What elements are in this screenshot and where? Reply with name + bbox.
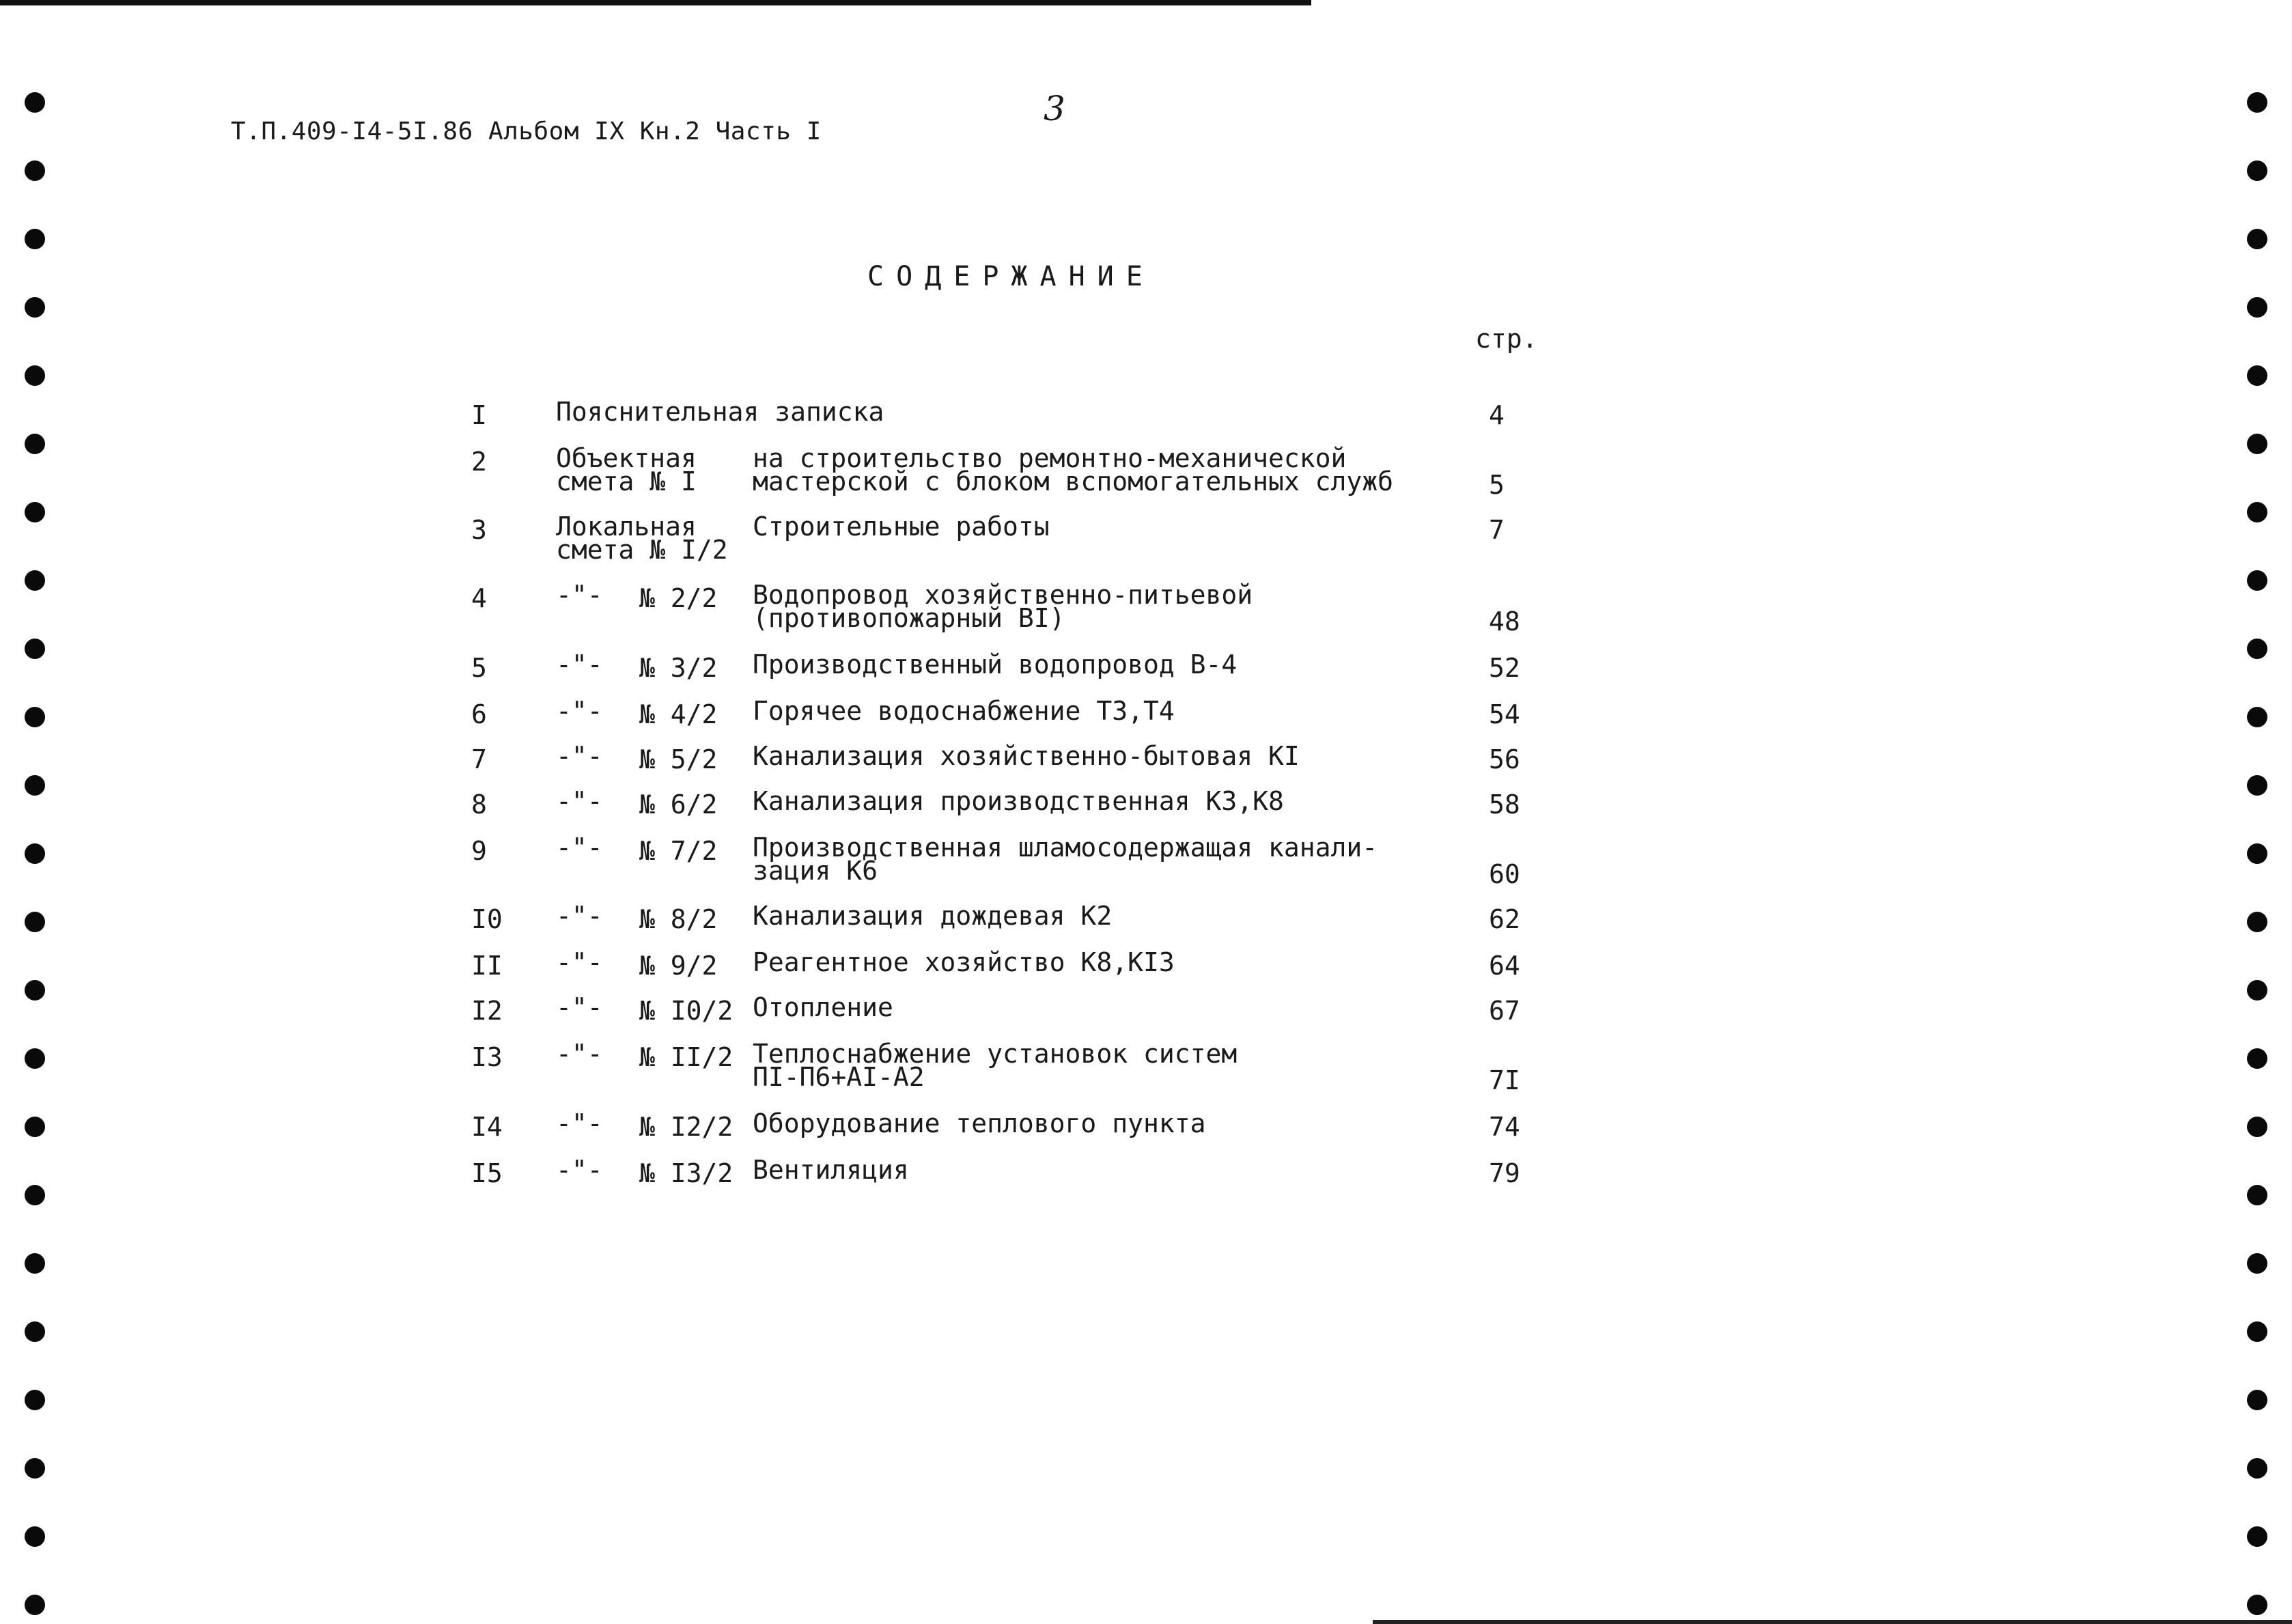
perforation-hole [2247, 843, 2267, 864]
row-number: I5 [471, 1158, 503, 1188]
row-estimate: -"- [556, 1155, 603, 1185]
perforation-hole [25, 639, 45, 659]
perforation-hole [2247, 1253, 2267, 1274]
perforation-hole [2247, 229, 2267, 249]
row-page: 56 [1489, 744, 1520, 774]
row-description: Производственный водопровод В-4 [753, 649, 1238, 680]
row-page: 52 [1489, 653, 1520, 683]
perforation-hole [25, 160, 45, 181]
row-description: Водопровод хозяйственно-питьевой (противопожарный ВI) [753, 580, 1253, 633]
row-number: 5 [471, 653, 487, 683]
page-column-label: стр. [1475, 324, 1538, 354]
row-number: II [471, 951, 503, 981]
perforation-hole [2247, 1390, 2267, 1410]
row-description: Оборудование теплового пункта [753, 1108, 1206, 1138]
perforation-hole [25, 1390, 45, 1410]
row-number: 9 [471, 836, 487, 866]
perforation-hole [25, 980, 45, 1000]
row-number: I2 [471, 996, 503, 1026]
row-estimate: -"- [556, 649, 603, 680]
row-page: 5 [1489, 470, 1505, 500]
row-description: Канализация дождевая К2 [753, 901, 1113, 931]
row-description: Канализация производственная К3,К8 [753, 786, 1284, 816]
row-estimate-number: № 6/2 [639, 789, 718, 820]
row-number: 7 [471, 744, 487, 774]
perforation-hole [2247, 1117, 2267, 1137]
row-estimate-number: № I0/2 [639, 996, 733, 1026]
row-estimate: -"- [556, 580, 603, 610]
perforation-hole [25, 775, 45, 796]
perforation-hole [2247, 1458, 2267, 1479]
row-number: I4 [471, 1112, 503, 1142]
row-description: Горячее водоснабжение Т3,Т4 [753, 696, 1175, 726]
row-estimate: -"- [556, 832, 603, 863]
perforation-hole [2247, 502, 2267, 522]
left-perforation-strip [25, 0, 52, 1624]
row-page: 62 [1489, 904, 1520, 934]
perforation-hole [2247, 570, 2267, 591]
row-page: 7 [1489, 515, 1505, 545]
row-estimate: -"- [556, 741, 603, 771]
row-estimate-number: № II/2 [639, 1042, 733, 1072]
row-estimate-number: № 4/2 [639, 699, 718, 729]
row-page: 64 [1489, 951, 1520, 981]
perforation-hole [2247, 912, 2267, 932]
perforation-hole [2247, 1185, 2267, 1205]
perforation-hole [2247, 365, 2267, 386]
row-description: Вентиляция [753, 1155, 909, 1185]
row-estimate: Пояснительная записка [556, 397, 884, 427]
perforation-hole [25, 297, 45, 318]
document-header: Т.П.409-I4-5I.86 Альбом IX Кн.2 Часть I [231, 117, 822, 145]
row-description: Канализация хозяйственно-бытовая КI [753, 741, 1300, 771]
row-number: 8 [471, 789, 487, 820]
row-estimate: -"- [556, 901, 603, 931]
perforation-hole [2247, 1595, 2267, 1615]
perforation-hole [25, 434, 45, 454]
row-number: 4 [471, 583, 487, 613]
perforation-hole [2247, 707, 2267, 727]
row-page: 74 [1489, 1112, 1520, 1142]
perforation-hole [2247, 980, 2267, 1000]
perforation-hole [25, 707, 45, 727]
perforation-hole [2247, 160, 2267, 181]
perforation-hole [25, 1253, 45, 1274]
row-description: Производственная шламосодержащая канали- зация К6 [753, 832, 1378, 886]
perforation-hole [2247, 434, 2267, 454]
row-estimate: -"- [556, 992, 603, 1022]
row-estimate: Локальная смета № I/2 [556, 512, 728, 565]
row-estimate-number: № 2/2 [639, 583, 718, 613]
row-page: 79 [1489, 1158, 1520, 1188]
perforation-hole [25, 1595, 45, 1615]
row-estimate-number: № I2/2 [639, 1112, 733, 1142]
row-description: на строительство ремонтно-механической мастерской с блоком вспомогательных служб [753, 443, 1393, 496]
top-edge-bar [0, 0, 1311, 5]
row-page: 48 [1489, 606, 1520, 636]
perforation-hole [25, 365, 45, 386]
row-estimate-number: № 9/2 [639, 951, 718, 981]
row-page: 58 [1489, 789, 1520, 820]
row-page: 67 [1489, 996, 1520, 1026]
perforation-hole [25, 1185, 45, 1205]
perforation-hole [2247, 297, 2267, 318]
perforation-hole [25, 570, 45, 591]
perforation-hole [2247, 775, 2267, 796]
perforation-hole [25, 502, 45, 522]
perforation-hole [25, 1321, 45, 1342]
row-estimate: -"- [556, 947, 603, 977]
row-number: I [471, 400, 487, 430]
row-page: 54 [1489, 699, 1520, 729]
bottom-edge-bar [1373, 1620, 2292, 1624]
perforation-hole [25, 1526, 45, 1547]
perforation-hole [2247, 1526, 2267, 1547]
perforation-hole [25, 229, 45, 249]
row-estimate: -"- [556, 1108, 603, 1138]
row-estimate: -"- [556, 696, 603, 726]
right-perforation-strip [2247, 0, 2274, 1624]
page-title: СОДЕРЖАНИЕ [867, 261, 1155, 292]
row-page: 4 [1489, 400, 1505, 430]
row-number: 2 [471, 447, 487, 477]
perforation-hole [25, 912, 45, 932]
row-description: Строительные работы [753, 512, 1050, 542]
row-description: Теплоснабжение установок систем ПI-П6+АI-А2 [753, 1039, 1238, 1092]
row-number: 6 [471, 699, 487, 729]
row-estimate-number: № I3/2 [639, 1158, 733, 1188]
row-number: I0 [471, 904, 503, 934]
perforation-hole [2247, 639, 2267, 659]
row-estimate: Объектная смета № I [556, 443, 697, 496]
row-page: 60 [1489, 859, 1520, 889]
row-estimate-number: № 7/2 [639, 836, 718, 866]
perforation-hole [25, 843, 45, 864]
perforation-hole [25, 1458, 45, 1479]
row-estimate: -"- [556, 786, 603, 816]
perforation-hole [2247, 92, 2267, 113]
row-page: 7I [1489, 1065, 1520, 1095]
row-number: 3 [471, 515, 487, 545]
page-number: 3 [1044, 89, 1065, 128]
row-estimate-number: № 5/2 [639, 744, 718, 774]
row-estimate-number: № 3/2 [639, 653, 718, 683]
row-description: Отопление [753, 992, 893, 1022]
perforation-hole [2247, 1321, 2267, 1342]
row-description: Реагентное хозяйство К8,КI3 [753, 947, 1175, 977]
perforation-hole [2247, 1048, 2267, 1069]
row-estimate-number: № 8/2 [639, 904, 718, 934]
perforation-hole [25, 92, 45, 113]
row-estimate: -"- [556, 1039, 603, 1069]
perforation-hole [25, 1048, 45, 1069]
perforation-hole [25, 1117, 45, 1137]
row-number: I3 [471, 1042, 503, 1072]
